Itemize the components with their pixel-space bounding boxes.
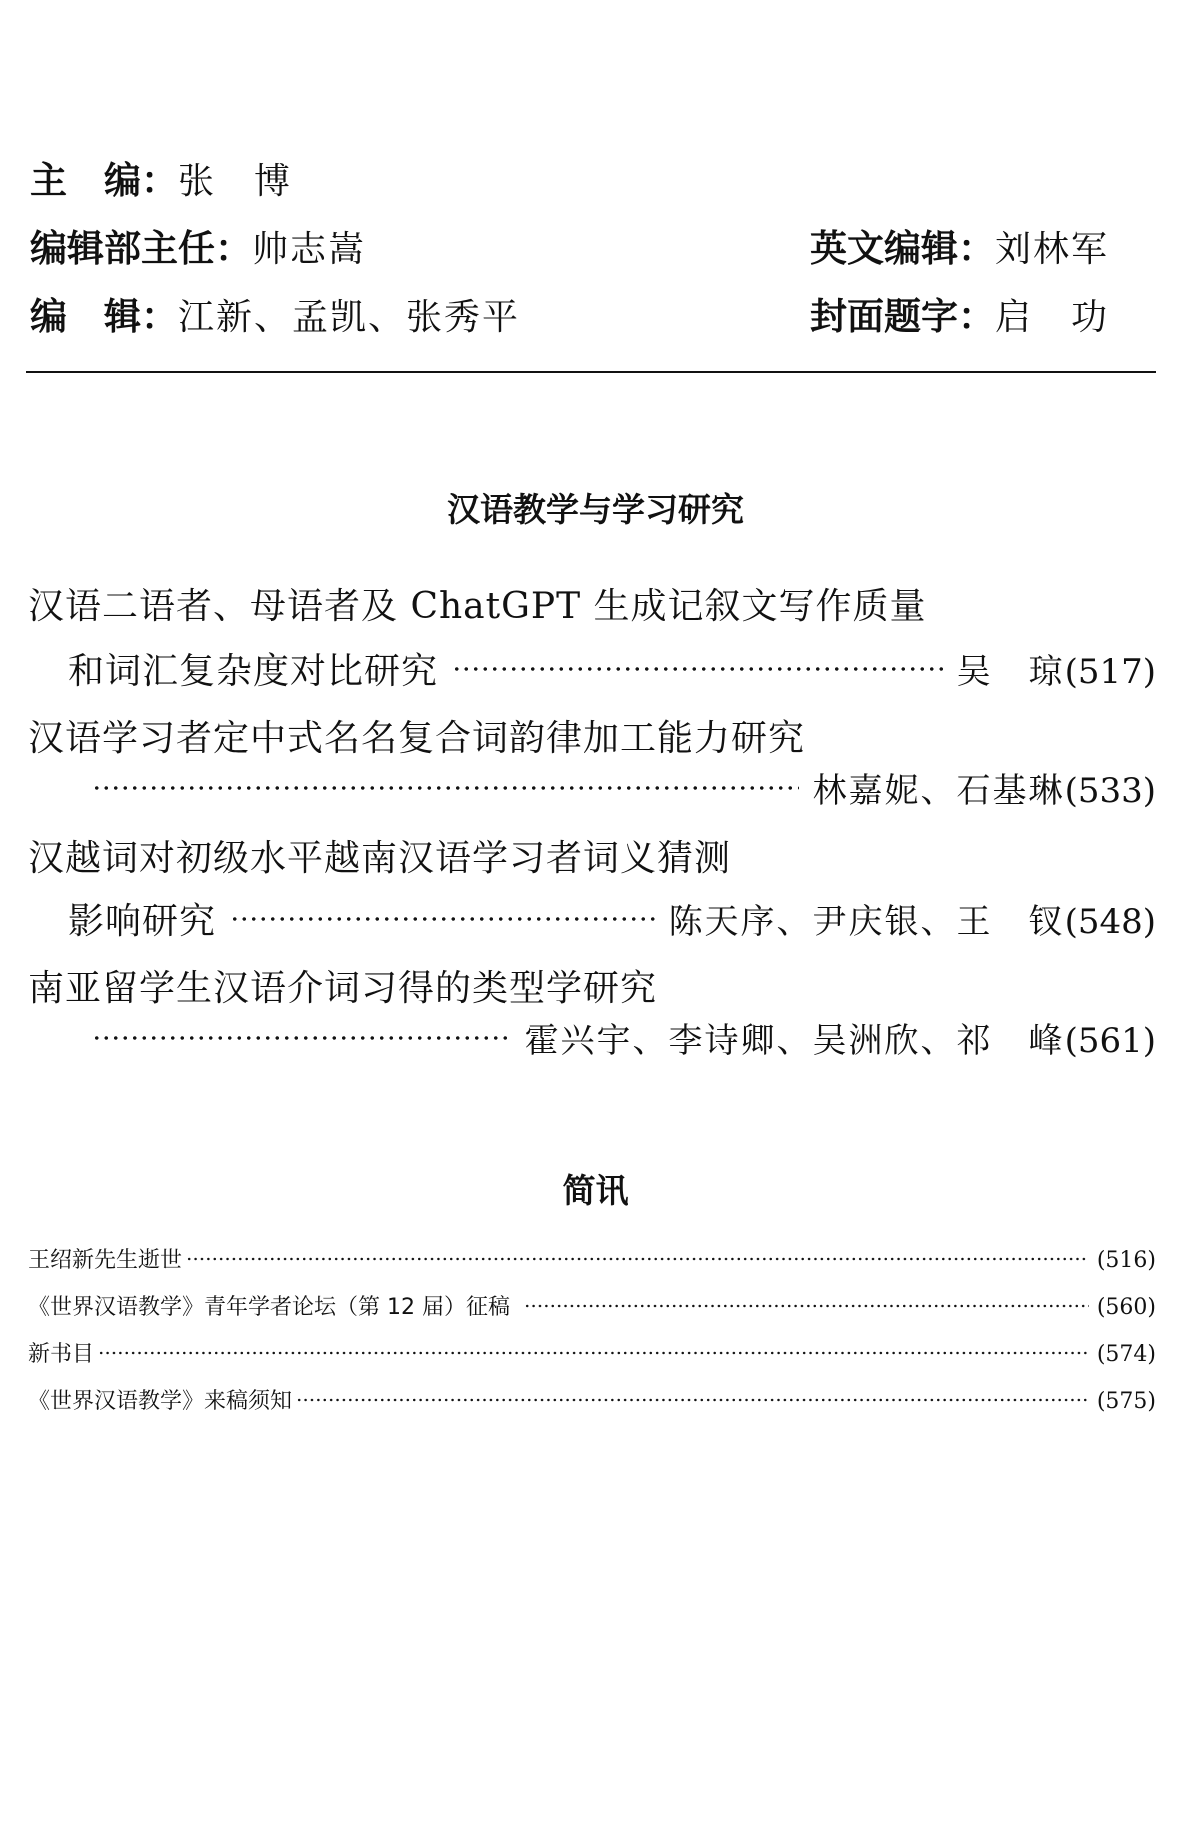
brief-1-page: (516) [1096,1248,1156,1273]
article-3-page: (548) [1064,902,1156,942]
english-editor-label: 英文编辑： [810,227,995,270]
masthead-row-chief [30,150,1160,200]
article-2-title: 汉语学习者定中式名名复合词韵律加工能力研究 [28,718,806,759]
chief-editor-label: 主 编： [30,159,178,202]
article-4-entry [92,1013,1156,1062]
article-4-authors: 霍兴宇、李诗卿、吴洲欣、祁 峰 [524,1021,1065,1061]
article-1-authors: 吴 琼 [956,652,1065,692]
director-name: 帅志嵩 [252,229,367,270]
brief-item-4 [28,1384,1156,1415]
section-title: 汉语教学与学习研究 [447,490,744,529]
director-label: 编辑部主任： [30,227,252,270]
brief-4-page: (575) [1096,1389,1156,1414]
article-1-entry [68,643,1156,694]
brief-3-page: (574) [1096,1342,1156,1367]
leader-dots [98,1350,1089,1356]
editors-names: 江新、孟凯、张秀平 [178,297,521,338]
chief-editor-name: 张 博 [178,161,293,202]
leader-dots [296,1397,1089,1403]
article-2-entry [92,763,1156,812]
article-3-entry [68,893,1156,944]
brief-2-text: 《世界汉语教学》青年学者论坛（第 12 届）征稿 [28,1295,510,1320]
article-1-title: 汉语二语者、母语者及 ChatGPT 生成记叙文写作质量 [28,586,927,627]
leader-dots [230,916,655,922]
masthead-divider [26,371,1156,373]
article-2-authors: 林嘉妮、石基琳 [812,771,1065,811]
cover-title-name: 启 功 [995,297,1110,338]
leader-dots [452,666,943,672]
article-1-page: (517) [1064,652,1156,692]
brief-item-2 [28,1290,1156,1321]
article-3-title-continuation: 影响研究 [68,901,217,942]
article-3-title: 汉越词对初级水平越南汉语学习者词义猜测 [28,838,732,879]
briefs-title: 简讯 [562,1171,629,1210]
article-3-authors: 陈天序、尹庆银、王 钗 [668,902,1065,942]
brief-1-text: 王绍新先生逝世 [28,1248,183,1273]
article-4-title: 南亚留学生汉语介词习得的类型学研究 [28,968,658,1009]
leader-dots [186,1256,1089,1262]
editors-label: 编 辑： [30,295,178,338]
article-1-title-continuation: 和词汇复杂度对比研究 [68,651,439,692]
leader-dots [92,785,799,791]
masthead-row-editors [30,286,1160,336]
brief-item-3 [28,1337,1156,1368]
brief-3-text: 新书目 [28,1342,95,1367]
brief-2-page: (560) [1096,1295,1156,1320]
leader-dots [92,1035,511,1041]
cover-title-label: 封面题字： [810,295,995,338]
english-editor-name: 刘林军 [995,229,1110,270]
leader-dots [524,1303,1089,1309]
article-2-page: (533) [1064,771,1156,811]
article-4-page: (561) [1064,1021,1156,1061]
brief-4-text: 《世界汉语教学》来稿须知 [28,1389,293,1414]
masthead-row-director [30,218,1160,268]
brief-item-1 [28,1243,1156,1274]
